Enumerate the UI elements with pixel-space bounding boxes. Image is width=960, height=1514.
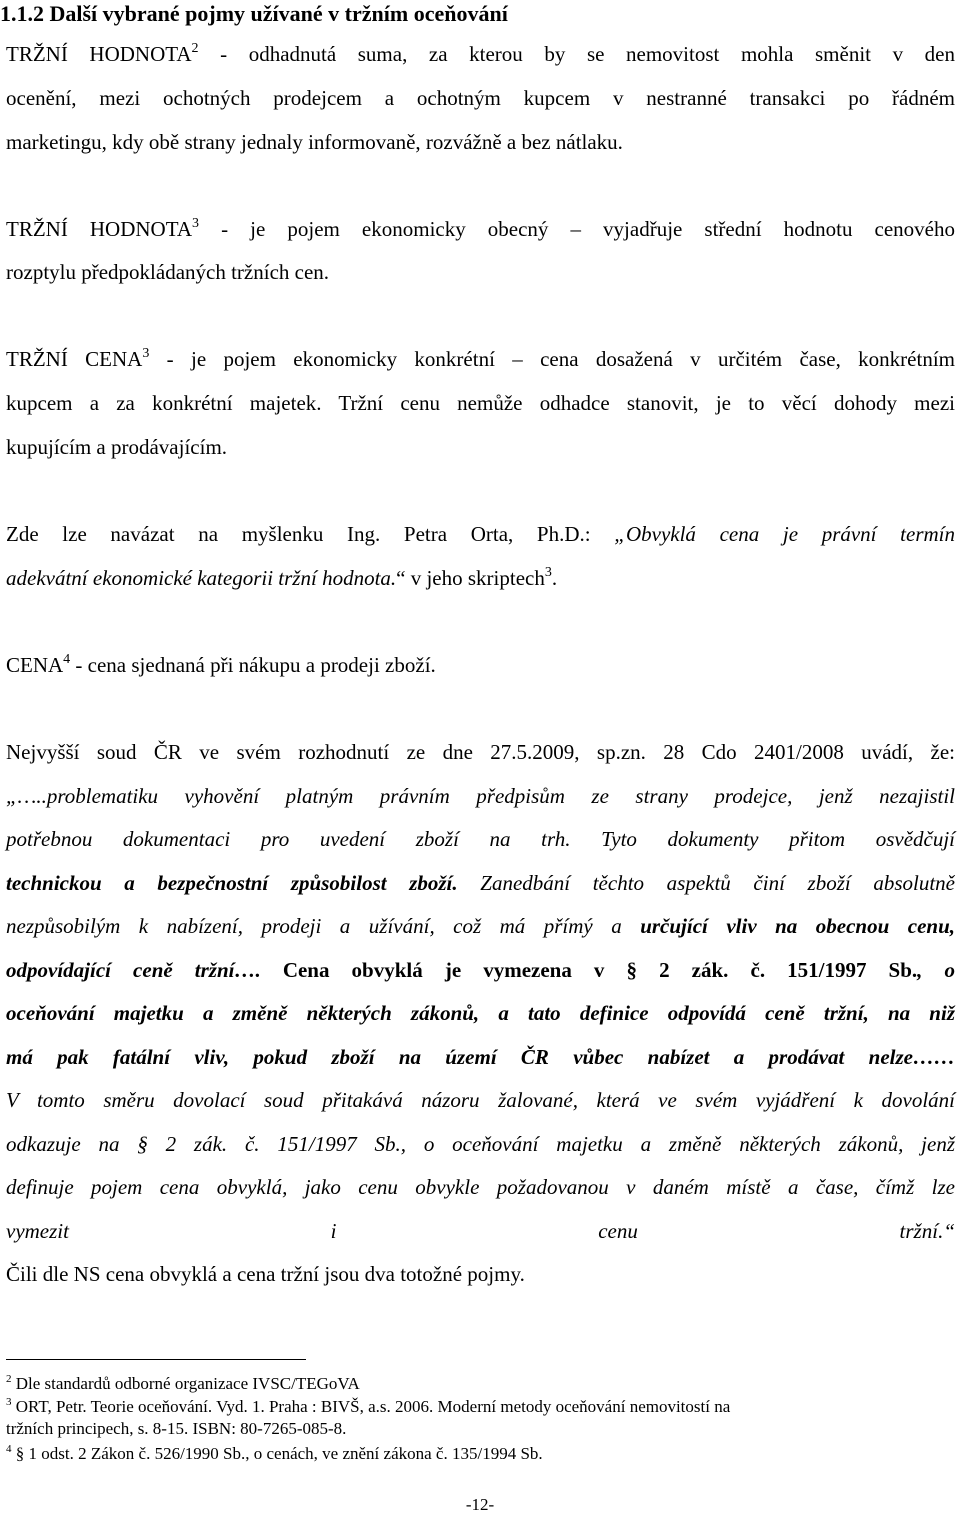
p6-line-4: technickou a bezpečnostní způsobilost zboží. Zanedbání těchto aspektů činí zboží absolutně xyxy=(6,871,956,895)
p4-line-2: adekvátní ekonomické kategorii tržní hodnota.“ v jeho skriptech$^3$. xyxy=(6,565,558,590)
p2-line-1: TRŽNÍ HODNOTA$^3$ - je pojem ekonomicky obecný – vyjadřuje střední hodnotu cenového xyxy=(6,216,955,241)
footnote-3: $^3$ ORT, Petr. Teorie oceňování. Vyd. 1. Praha : BIVŠ, a.s. 2006. Moderní metody oceňování nemovitostí na xyxy=(6,1396,731,1416)
p3-line-1: TRŽNÍ CENA$^3$ - je pojem ekonomicky konkrétní – cena dosažená v určitém čase, konkrétním xyxy=(6,346,955,371)
p3-line-3: kupujícím a prodávajícím. xyxy=(6,435,228,459)
p6-line-12: vymezit i cenu tržní.“ xyxy=(6,1219,955,1243)
footnote-2: $^2$ Dle standardů odborné organizace IVSC/TEGoVA xyxy=(6,1373,360,1393)
footnote-ref: 4 xyxy=(63,652,71,667)
p1-line-3: marketingu, kdy obě strany jednaly informovaně, rozvážně a bez nátlaku. xyxy=(6,130,623,154)
p6-line-6: odpovídající ceně tržní…. Cena obvyklá je vymezena v § 2 zák. č. 151/1997 Sb., o xyxy=(6,958,955,982)
p6-line-11: definuje pojem cena obvyklá, jako cenu obvykle požadovanou v daném místě a čase, čímž lze xyxy=(6,1175,955,1199)
p6-line-9: V tomto směru dovolací soud přitakává názoru žalované, která ve svém vyjádření k dovolání xyxy=(6,1088,955,1112)
footnote-3-line-2: tržních principech, s. 8-15. ISBN: 80-7265-085-8. xyxy=(6,1419,347,1438)
footnote-ref: 3 xyxy=(544,565,552,580)
p6-line-7: oceňování majetku a změně některých zákonů, a tato definice odpovídá ceně tržní, na niž xyxy=(6,1001,955,1025)
p6-line-5: nezpůsobilým k nabízení, prodeji a užívání, což má přímý a určující vliv na obecnou cenu, xyxy=(6,914,955,938)
footnote-4: $^4$ § 1 odst. 2 Zákon č. 526/1990 Sb., o cenách, ve znění zákona č. 135/1994 Sb. xyxy=(6,1443,543,1463)
footnote-ref: 3 xyxy=(192,216,200,231)
p6-line-1: Nejvyšší soud ČR ve svém rozhodnutí ze dne 27.5.2009, sp.zn. 28 Cdo 2401/2008 uvádí, že: xyxy=(6,740,955,764)
p1-line-2: ocenění, mezi ochotných prodejcem a ochotným kupcem v nestranné transakci po řádném xyxy=(6,86,955,110)
p6-line-10: odkazuje na § 2 zák. č. 151/1997 Sb., o oceňování majetku a změně některých zákonů, jenž xyxy=(6,1132,956,1156)
p4-line-1: Zde lze navázat na myšlenku Ing. Petra Orta, Ph.D.: „Obvyklá cena je právní termín xyxy=(6,522,955,546)
footnote-ref: 2 xyxy=(191,41,199,56)
section-heading: 1.1.2 Další vybrané pojmy užívané v tržním oceňování xyxy=(0,1,508,26)
p6-line-8: má pak fatální vliv, pokud zboží na území ČR vůbec nabízet a prodávat nelze…… xyxy=(6,1045,955,1069)
p6-line-2: „…..problematiku vyhovění platným právním předpisům ze strany prodejce, jenž nezajistil xyxy=(6,784,955,808)
p1-line-1: TRŽNÍ HODNOTA$^2$ - odhadnutá suma, za kterou by se nemovitost mohla směnit v den xyxy=(6,41,955,66)
footnote-separator xyxy=(6,1359,306,1360)
p6-line-3: potřebnou dokumentaci pro uvedení zboží na trh. Tyto dokumenty přitom osvědčují xyxy=(6,827,955,851)
footnote-ref: 3 xyxy=(142,346,150,361)
p7-line: Čili dle NS cena obvyklá a cena tržní jsou dva totožné pojmy. xyxy=(6,1262,525,1286)
p5-line: CENA$^4$ - cena sjednaná při nákupu a prodeji zboží. xyxy=(6,652,436,677)
p2-line-2: rozptylu předpokládaných tržních cen. xyxy=(6,260,330,284)
page-number: -12- xyxy=(465,1495,495,1514)
p3-line-2: kupcem a za konkrétní majetek. Tržní cenu nemůže odhadce stanovit, je to věcí dohody mezi xyxy=(6,391,955,415)
